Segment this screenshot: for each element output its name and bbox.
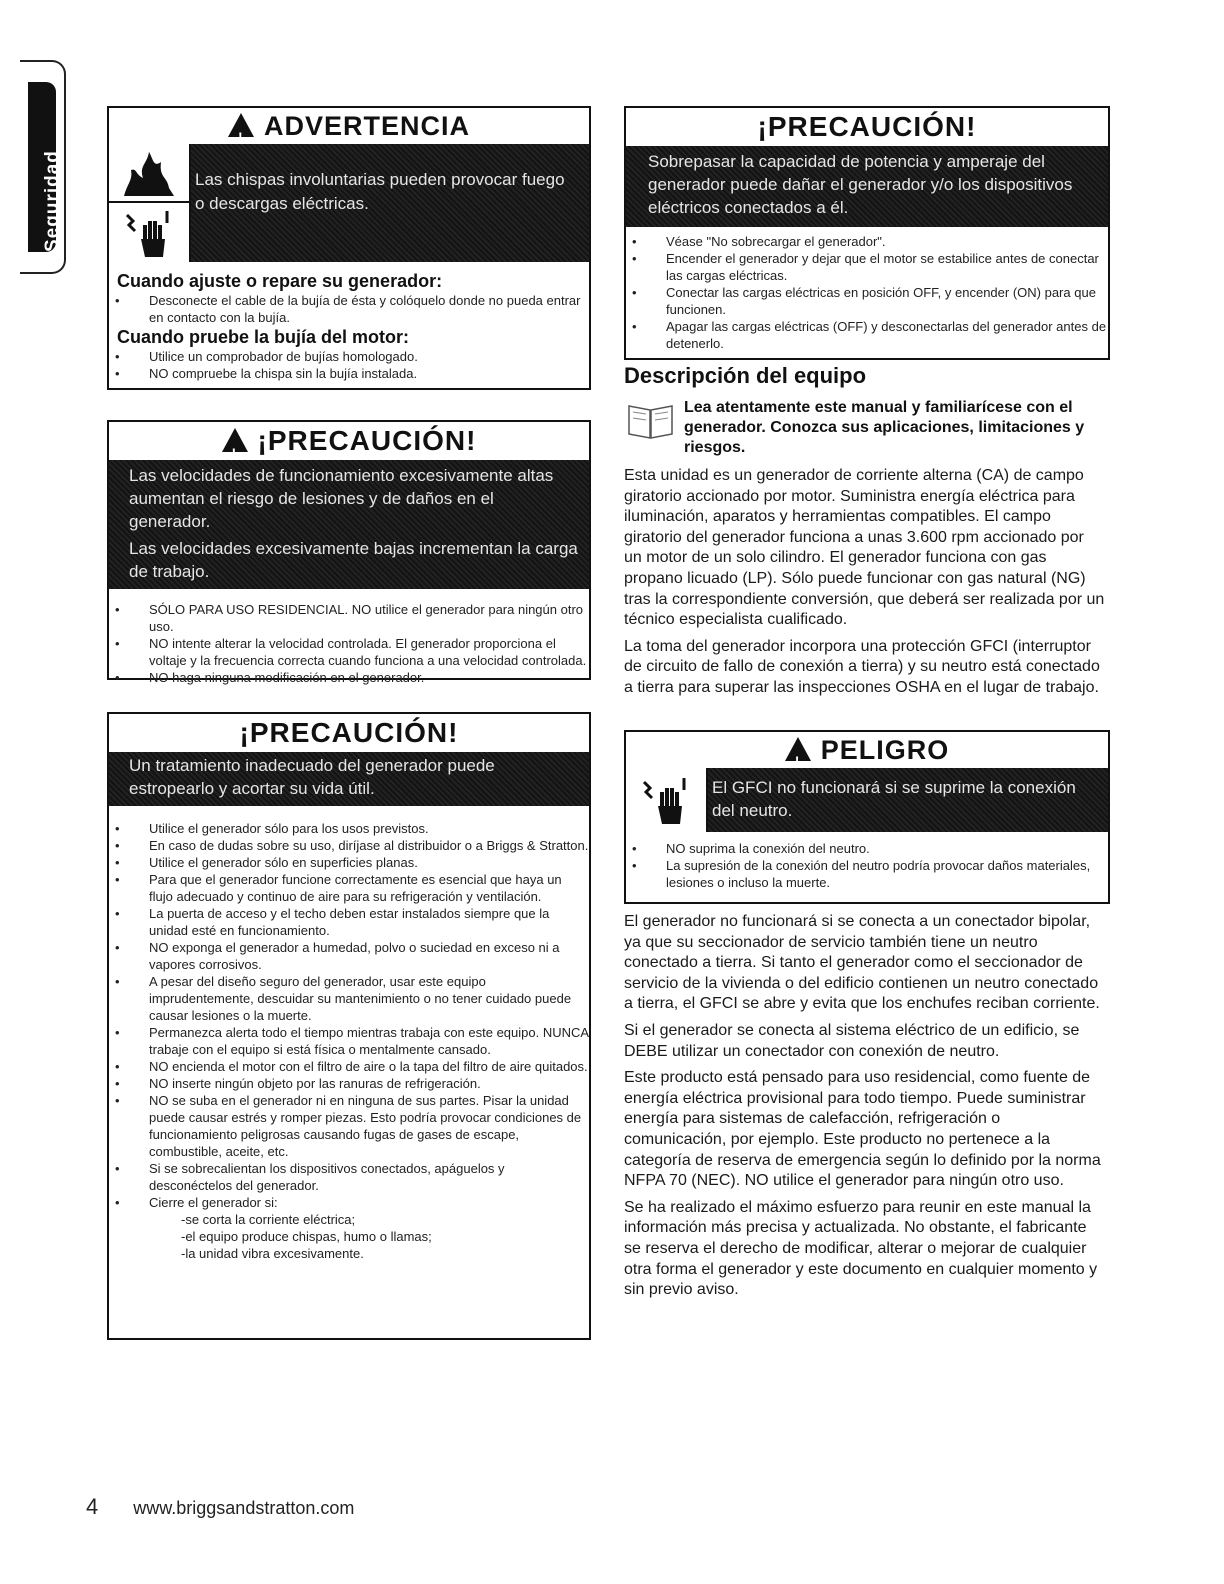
precaucion-1-list [109, 601, 589, 686]
advertencia-box [107, 106, 591, 390]
descripcion-title: Descripción del equipo [624, 363, 867, 388]
advertencia-title-row [109, 108, 589, 144]
sub-item: -el equipo produce chispas, humo o llamas; [181, 1229, 432, 1244]
section-tab-fill [28, 82, 63, 252]
descripcion-paragraph-2: La toma del generador incorpora una protección GFCI (interruptor de circuito de fallo de conexión a tierra) y su neutro está conectado a tierra para superar las inspecciones OSHA en el lugar de trabajo. [624, 637, 1100, 696]
advertencia-banner [109, 144, 589, 262]
precaucion-2-list [109, 820, 589, 1211]
list-item: • NO inserte ningún objeto por las ranuras de refrigeración. [109, 1075, 589, 1092]
precaucion-3-banner-text: Sobrepasar la capacidad de potencia y amperaje del generador puede dañar el generador y/o los dispositivos eléctricos conectados a él. [648, 152, 1073, 217]
list-item: • Desconecte el cable de la bujía de ésta y colóquelo donde no pueda entrar en contacto con la bujía. [109, 292, 589, 326]
descripcion-section [624, 362, 1106, 705]
list-item: • NO compruebe la chispa sin la bujía instalada. [109, 365, 589, 382]
section-tab-label: Seguridad [42, 150, 63, 252]
list-item: • NO exponga el generador a humedad, polvo o suciedad en exceso ni a vapores corrosivos. [109, 939, 589, 973]
shock-hand-icon [626, 768, 708, 832]
precaucion-2-banner [109, 752, 589, 806]
precaucion-3-banner [626, 146, 1108, 227]
page-number: 4 [86, 1494, 99, 1519]
advertencia-title: ADVERTENCIA [263, 111, 470, 141]
list-item: • Utilice el generador sólo para los usos previstos. [109, 820, 589, 837]
peligro-banner [626, 768, 1108, 832]
list-item: • Conectar las cargas eléctricas en posición OFF, y encender (ON) para que funcionen. [626, 284, 1108, 318]
footer-url[interactable]: www.briggsandstratton.com [133, 1498, 355, 1518]
warning-triangle-icon [785, 737, 811, 761]
page-footer [86, 1494, 354, 1520]
section-tab [20, 60, 66, 274]
list-item: • Cierre el generador si: [109, 1194, 589, 1211]
manual-note-text: Lea atentamente este manual y familiarícese con el generador. Conozca sus aplicaciones, limitaciones y riesgos. [684, 399, 1085, 456]
advertencia-heading-1: Cuando ajuste o repare su generador: [117, 271, 443, 291]
list-item: • En caso de dudas sobre su uso, diríjase al distribuidor o a Briggs & Stratton. [109, 837, 589, 854]
list-item: • NO se suba en el generador ni en ninguna de sus partes. Pisar la unidad puede causar estrés y romper piezas. Esto podría provocar condiciones de funcionamiento peligrosas causando fugas de gases de escape, combustible, aceite, etc. [109, 1092, 589, 1160]
list-item: • NO haga ninguna modificación en el generador. [109, 669, 589, 686]
peligro-title: PELIGRO [820, 735, 950, 765]
warning-triangle-icon [222, 428, 248, 452]
precaucion-1-banner-text-2: Las velocidades excesivamente bajas incrementan la carga de trabajo. [129, 539, 578, 581]
fire-icon [109, 144, 189, 203]
precaucion-1-title: ¡PRECAUCIÓN! [257, 425, 477, 456]
list-item: • La puerta de acceso y el techo deben estar instalados siempre que la unidad esté en funcionamiento. [109, 905, 589, 939]
precaucion-2-title-row [109, 714, 589, 752]
body-paragraphs [624, 912, 1106, 1307]
list-item: • SÓLO PARA USO RESIDENCIAL. NO utilice el generador para ningún otro uso. [109, 601, 589, 635]
warning-triangle-icon [228, 113, 254, 137]
peligro-banner-text: El GFCI no funcionará si se suprime la conexión del neutro. [712, 778, 1076, 820]
paragraph: El generador no funcionará si se conecta a un conectador bipolar, ya que su seccionador de servicio también tiene un neutro conectado a tierra. Si tanto el generador como el seccionador de servicio de la vivienda o del edificio contienen un neutro conectado a tierra, el GFCI se abre y evita que los enchufes reciban corriente. [624, 913, 1100, 1013]
peligro-box [624, 730, 1110, 904]
manual-note [624, 398, 1106, 460]
list-item: • NO intente alterar la velocidad controlada. El generador proporciona el voltaje y la frecuencia correcta cuando funciona a una velocidad controlada. [109, 635, 589, 669]
precaucion-box-2 [107, 712, 591, 1340]
precaucion-box-3 [624, 106, 1110, 360]
list-item: • La supresión de la conexión del neutro podría provocar daños materiales, lesiones o incluso la muerte. [626, 857, 1108, 891]
precaucion-1-banner [109, 460, 589, 589]
precaucion-2-banner-text: Un tratamiento inadecuado del generador puede estropearlo y acortar su vida útil. [129, 756, 495, 798]
precaucion-box-1 [107, 420, 591, 685]
list-item: • A pesar del diseño seguro del generador, usar este equipo imprudentemente, descuidar su mantenimiento o no tener cuidado puede causar lesiones o la muerte. [109, 973, 589, 1024]
book-icon [626, 400, 676, 440]
list-item: • Utilice el generador sólo en superficies planas. [109, 854, 589, 871]
paragraph: Este producto está pensado para uso residencial, como fuente de energía eléctrica provisional para todo tiempo. Puede suministrar energía para sistemas de calefacción, refrigeración o comunicación, por ejemplo. Este producto no pertenece a la categoría de reserva de emergencia según lo definido por la norma NFPA 70 (NEC). NO utilice el generador para ningún otro uso. [624, 1069, 1101, 1190]
shock-hand-icon [109, 203, 189, 262]
list-item: • Utilice un comprobador de bujías homologado. [109, 348, 589, 365]
list-item: • Si se sobrecalientan los dispositivos conectados, apáguelos y desconéctelos del generador. [109, 1160, 589, 1194]
advertencia-heading-2: Cuando pruebe la bujía del motor: [117, 327, 410, 347]
precaucion-1-banner-text-1: Las velocidades de funcionamiento excesivamente altas aumentan el riesgo de lesiones y de daños en el generador. [129, 466, 554, 531]
list-item: • Permanezca alerta todo el tiempo mientras trabaja con este equipo. NUNCA trabaje con el equipo si está física o mentalmente cansado. [109, 1024, 589, 1058]
paragraph: Se ha realizado el máximo esfuerzo para reunir en este manual la información más precisa y actualizada. No obstante, el fabricante se reserva el derecho de modificar, alterar o mejorar de cualquier otra forma el generador y este documento en cualquier momento y sin previo aviso. [624, 1198, 1098, 1299]
precaucion-2-title: ¡PRECAUCIÓN! [239, 717, 459, 748]
advertencia-list-2 [109, 348, 589, 382]
sub-item: -la unidad vibra excesivamente. [181, 1246, 364, 1261]
list-item: • Para que el generador funcione correctamente es esencial que haya un flujo adecuado y continuo de aire para su refrigeración y ventilación. [109, 871, 589, 905]
list-item: • NO encienda el motor con el filtro de aire o la tapa del filtro de aire quitados. [109, 1058, 589, 1075]
sub-item: -se corta la corriente eléctrica; [181, 1212, 356, 1227]
list-item: • Véase "No sobrecargar el generador". [626, 233, 1108, 250]
descripcion-paragraph-1: Esta unidad es un generador de corriente alterna (CA) de campo giratorio accionado por motor. Suministra energía eléctrica para iluminación, aparatos y herramientas compatibles. El campo giratorio del generador funciona a unas 3.600 rpm accionado por un motor de un solo cilindro. El generador funciona con gas propano licuado (LP). Sólo puede funcionar con gas natural (NG) tras la correspondiente conversión, que deberá ser realizada por un técnico especialista cualificado. [624, 467, 1105, 629]
precaucion-3-title: ¡PRECAUCIÓN! [757, 111, 977, 142]
peligro-list [626, 840, 1108, 891]
list-item: • Apagar las cargas eléctricas (OFF) y desconectarlas del generador antes de detenerlo. [626, 318, 1108, 352]
advertencia-icons [109, 144, 191, 262]
list-item: • NO suprima la conexión del neutro. [626, 840, 1108, 857]
precaucion-3-title-row [626, 108, 1108, 146]
precaucion-3-list [626, 233, 1108, 352]
paragraph: Si el generador se conecta al sistema eléctrico de un edificio, se DEBE utilizar un conectador con conexión de neutro. [624, 1021, 1080, 1060]
list-item: • Encender el generador y dejar que el motor se estabilice antes de conectar las cargas eléctricas. [626, 250, 1108, 284]
precaucion-1-title-row [109, 422, 589, 460]
advertencia-banner-text: Las chispas involuntarias pueden provocar fuego o descargas eléctricas. [195, 170, 565, 213]
peligro-title-row [626, 732, 1108, 768]
advertencia-list-1 [109, 292, 589, 326]
